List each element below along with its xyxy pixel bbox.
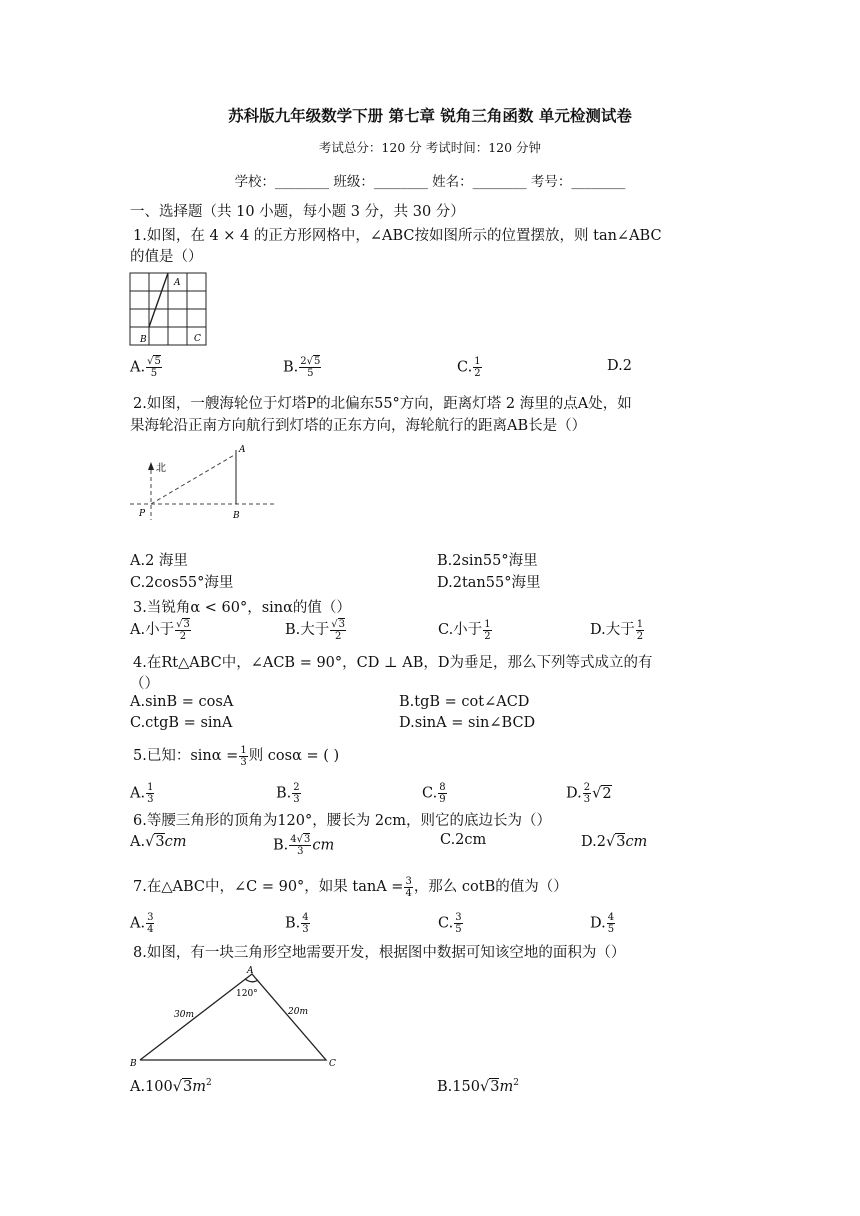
q4-option-b[interactable]: B.tgB = cot∠ACD [399,694,530,710]
q8-option-a[interactable]: $A.100√3m^2$ [130,1078,212,1095]
q2-option-c[interactable]: C.2cos55°海里 [130,575,234,591]
q8-option-b[interactable]: $B.150√3m^2$ [437,1078,519,1095]
q8-triangle-figure [126,962,346,1070]
q8-side-ab-label: 30m [174,1010,194,1020]
q1-option-d[interactable]: D.2 [607,358,632,374]
q1-stem-line2: 的值是（） [130,249,203,265]
q1-label-a: A [174,278,181,288]
q4-stem-line2: （） [130,676,159,692]
q1-label-c: C [194,334,201,344]
q3-stem: 3.当锐角α < 60°，sinα的值（） [133,600,351,616]
q7-option-b[interactable]: B. $\frac{4}{3}$ [285,912,309,935]
q1-stem-line1: 1.如图，在 4 × 4 的正方形网格中，∠ABC按如图所示的位置摆放，则 tan∠ABC [133,228,662,244]
q6-stem: 6.等腰三角形的顶角为120°，腰长为 2cm，则它的底边长为（） [133,813,551,829]
q3-option-b[interactable]: B.大于 $\frac{√3}{2}$ [285,618,346,642]
q5-option-c[interactable]: C. $\frac{8}{9}$ [422,782,446,805]
q3-option-c[interactable]: C.小于 $\frac{1}{2}$ [438,618,491,642]
q8-angle-label: 120° [236,989,258,999]
q1-grid-figure [128,271,210,349]
q5-option-d[interactable]: D. $\frac{2}{3}$ √2 [566,782,612,805]
q8-label-a: A [247,966,254,976]
q1-option-a[interactable]: A. $\frac{√5}{5}$ [130,356,161,379]
q2-option-d[interactable]: D.2tan55°海里 [437,575,541,591]
q2-label-b: B [233,511,240,521]
q3-option-d[interactable]: D.大于 $\frac{1}{2}$ [590,618,644,642]
section-heading: 一、选择题（共 10 小题，每小题 3 分，共 30 分） [130,204,465,220]
q8-side-ac-label: 20m [288,1007,308,1017]
q2-north-label: 北 [156,463,166,474]
q3-option-a[interactable]: A.小于 $\frac{√3}{2}$ [130,618,190,642]
q2-option-b[interactable]: B.2sin55°海里 [437,553,538,569]
q8-label-c: C [329,1059,336,1069]
exam-meta: 考试总分：120 分 考试时间：120 分钟 [318,140,542,155]
q2-label-a: A [239,445,246,455]
q7-option-d[interactable]: D. $\frac{4}{5}$ [590,912,615,935]
student-info-line: 学校：________ 班级：________ 姓名：________ 考号：________ [234,174,626,190]
q2-lighthouse-figure [128,440,278,522]
q1-option-c[interactable]: C. $\frac{1}{2}$ [457,356,481,379]
q8-stem: 8.如图，有一块三角形空地需要开发，根据图中数据可知该空地的面积为（） [133,945,626,961]
q6-option-a[interactable]: A.√3cm [130,834,187,850]
q7-option-a[interactable]: A. $\frac{3}{4}$ [130,912,154,935]
q5-option-a[interactable]: A. $\frac{1}{3}$ [130,782,154,805]
q2-stem-line1: 2.如图，一艘海轮位于灯塔P的北偏东55°方向，距离灯塔 2 海里的点A处，如 [133,396,632,412]
q1-option-b[interactable]: B. $\frac{2√5}{5}$ [283,356,321,379]
q5-option-b[interactable]: B. $\frac{2}{3}$ [276,782,300,805]
q2-stem-line2: 果海轮沿正南方向航行到灯塔的正东方向，海轮航行的距离AB长是（） [130,418,587,434]
q4-stem-line1: 4.在Rt△ABC中，∠ACB = 90°，CD ⊥ AB，D为垂足，那么下列等式成立的有 [133,655,653,671]
page-title: 苏科版九年级数学下册 第七章 锐角三角函数 单元检测试卷 [228,106,632,125]
q2-option-a[interactable]: A.2 海里 [130,553,188,569]
q4-option-c[interactable]: C.ctgB = sinA [130,715,233,731]
q4-option-a[interactable]: A.sinB = cosA [130,694,234,710]
q7-stem: 7.在△ABC中，∠C = 90°，如果 tanA = $\frac{3}{4}$ ，那么 cotB的值为（） [133,875,568,899]
q7-option-c[interactable]: C. $\frac{3}{5}$ [438,912,462,935]
q6-option-d[interactable]: D.2√3cm [581,834,648,850]
q2-label-p: P [139,509,146,519]
q6-option-c[interactable]: C.2cm [440,832,487,848]
q5-stem: 5.已知：sinα = $\frac{1}{3}$ 则 cosα = ( ) [133,744,340,768]
q8-label-b: B [130,1059,137,1069]
q1-label-b: B [140,335,147,345]
q6-option-b[interactable]: B. $\frac{4√3}{3}$ cm [273,834,335,857]
q4-option-d[interactable]: D.sinA = sin∠BCD [399,715,536,731]
